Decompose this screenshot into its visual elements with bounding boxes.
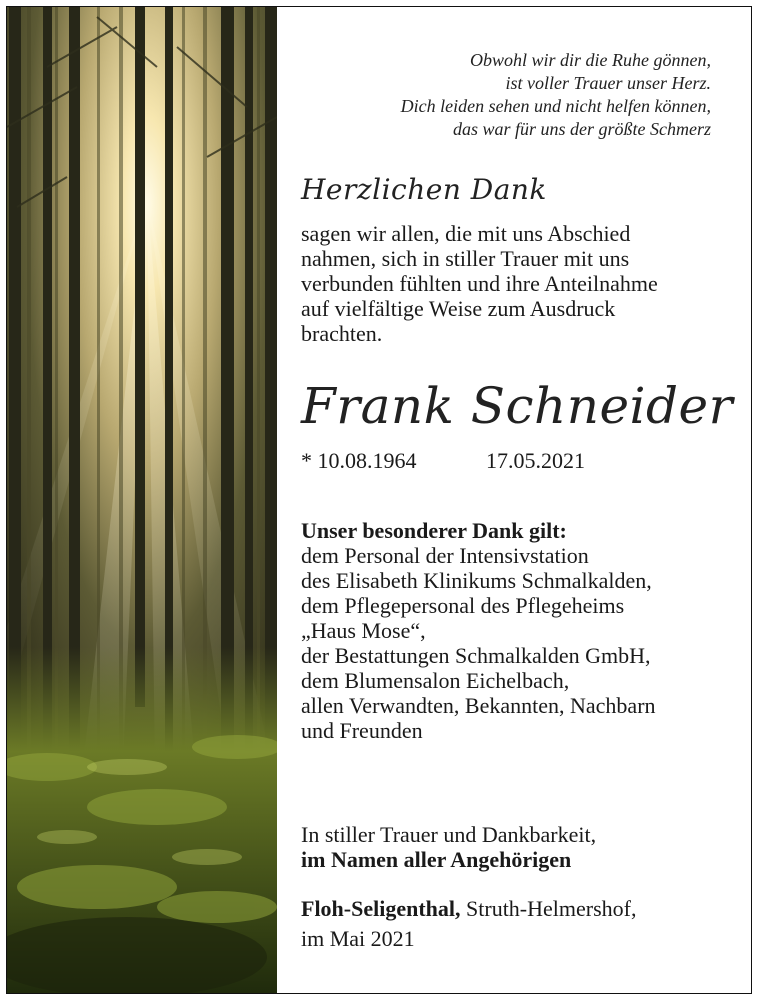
- obituary-text: [297, 7, 751, 993]
- special-thanks-line: dem Pflegepersonal des Pflegeheims: [301, 593, 625, 618]
- thanks-line: verbunden fühlten und ihre Anteilnahme: [301, 271, 658, 296]
- obituary-card: [6, 6, 752, 994]
- memorial-poem: [401, 49, 711, 141]
- special-thanks-line: dem Personal der Intensivstation: [301, 543, 589, 568]
- closing-line-bold: im Namen aller Angehörigen: [301, 847, 572, 872]
- thanks-heading: Herzlichen Dank: [301, 173, 547, 206]
- deceased-name: Frank Schneider: [301, 377, 734, 435]
- forest-sunbeam-image: [7, 7, 277, 993]
- month-year: im Mai 2021: [301, 926, 415, 951]
- thanks-text: [301, 221, 658, 346]
- special-thanks-line: „Haus Mose“,: [301, 618, 426, 643]
- poem-line: das war für uns der größte Schmerz: [452, 119, 711, 139]
- special-thanks-line: dem Blumensalon Eichelbach,: [301, 668, 570, 693]
- town-bold: Floh-Seligenthal,: [301, 896, 461, 921]
- place-date: [301, 894, 636, 954]
- poem-line: Obwohl wir dir die Ruhe gönnen,: [470, 50, 711, 70]
- special-thanks-line: der Bestattungen Schmalkalden GmbH,: [301, 643, 651, 668]
- special-thanks-line: und Freunden: [301, 718, 423, 743]
- special-thanks-line: des Elisabeth Klinikums Schmalkalden,: [301, 568, 652, 593]
- special-thanks-line: allen Verwandten, Bekannten, Nachbarn: [301, 693, 656, 718]
- thanks-line: nahmen, sich in stiller Trauer mit uns: [301, 246, 630, 271]
- special-thanks-title: Unser besonderer Dank gilt:: [301, 518, 567, 543]
- birth-date: * 10.08.1964: [301, 448, 417, 473]
- poem-line: Dich leiden sehen und nicht helfen können,: [400, 96, 711, 116]
- death-date: 17.05.2021: [486, 448, 585, 473]
- closing-line: In stiller Trauer und Dankbarkeit,: [301, 822, 597, 847]
- closing-text: [301, 822, 596, 872]
- poem-line: ist voller Trauer unser Herz.: [505, 73, 711, 93]
- special-thanks: [301, 518, 656, 743]
- town-rest: Struth-Helmershof,: [460, 896, 637, 921]
- life-dates: [301, 448, 585, 474]
- thanks-line: brachten.: [301, 321, 383, 346]
- thanks-line: auf vielfältige Weise zum Ausdruck: [301, 296, 616, 321]
- thanks-line: sagen wir allen, die mit uns Abschied: [301, 221, 631, 246]
